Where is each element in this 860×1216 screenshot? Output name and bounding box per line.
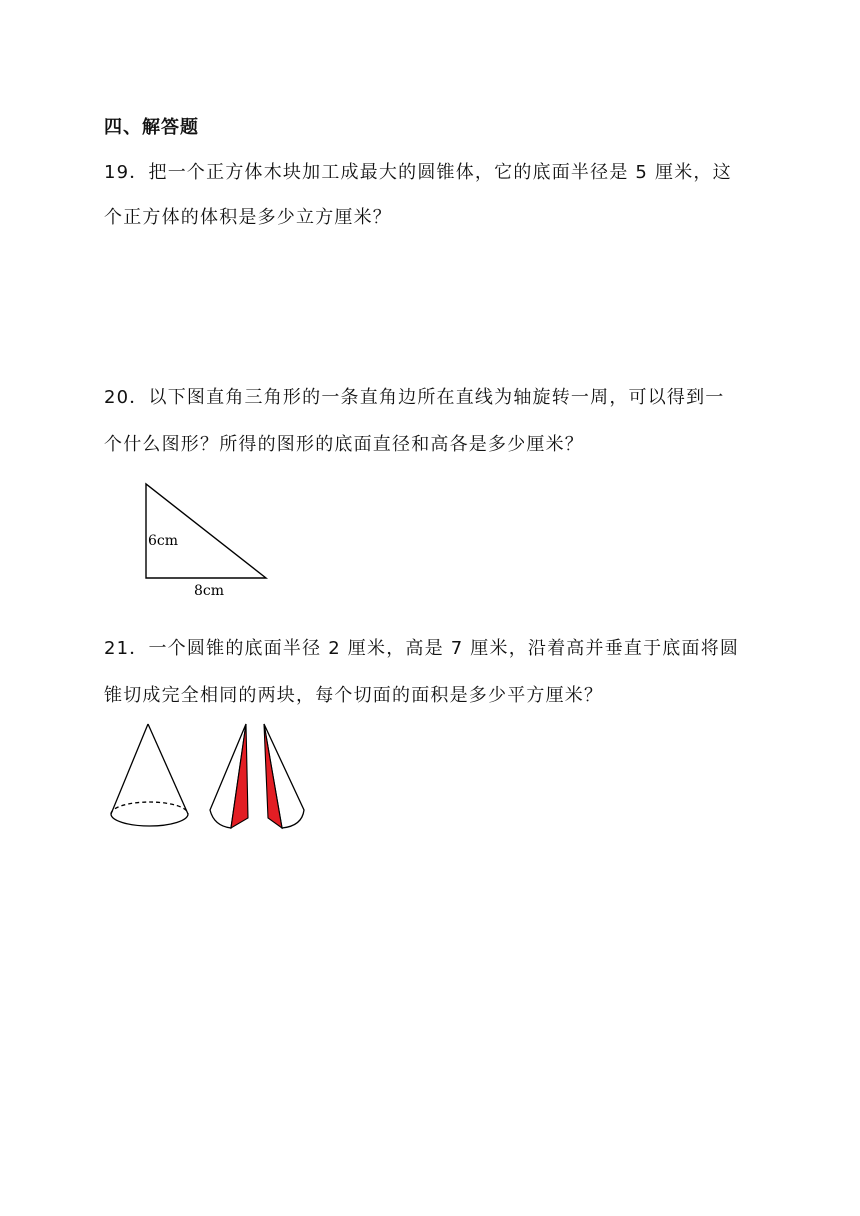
section-title: 四、解答题 xyxy=(104,117,199,138)
question-19-line-1 xyxy=(104,158,732,184)
right-triangle xyxy=(146,484,266,578)
right-triangle-figure xyxy=(136,478,276,600)
question-19-text-1: 把一个正方体木块加工成最大的圆锥体，它的底面半径是 5 厘米，这 xyxy=(148,162,732,183)
question-20-text-2: 个什么图形？所得的图形的底面直径和高各是多少厘米？ xyxy=(104,434,584,455)
triangle-base-label: 8cm xyxy=(194,583,225,599)
cone-figures xyxy=(104,718,314,836)
cone-half-left xyxy=(210,724,248,828)
cone-whole xyxy=(111,724,188,826)
question-19-number: 19． xyxy=(104,162,149,183)
question-20-text-1: 以下图直角三角形的一条直角边所在直线为轴旋转一周，可以得到一 xyxy=(148,387,725,408)
question-20-number: 20． xyxy=(104,387,149,408)
question-21-number: 21． xyxy=(104,638,149,659)
cone-half-right xyxy=(264,724,304,828)
question-21-line-1 xyxy=(104,634,739,660)
question-19-text-2: 个正方体的体积是多少立方厘米？ xyxy=(104,207,392,228)
question-21-text-2: 锥切成完全相同的两块，每个切面的面积是多少平方厘米？ xyxy=(104,685,604,706)
triangle-height-label: 6cm xyxy=(148,533,179,549)
question-21-text-1: 一个圆锥的底面半径 2 厘米，高是 7 厘米，沿着高并垂直于底面将圆 xyxy=(148,638,740,659)
question-20-line-1 xyxy=(104,383,725,409)
